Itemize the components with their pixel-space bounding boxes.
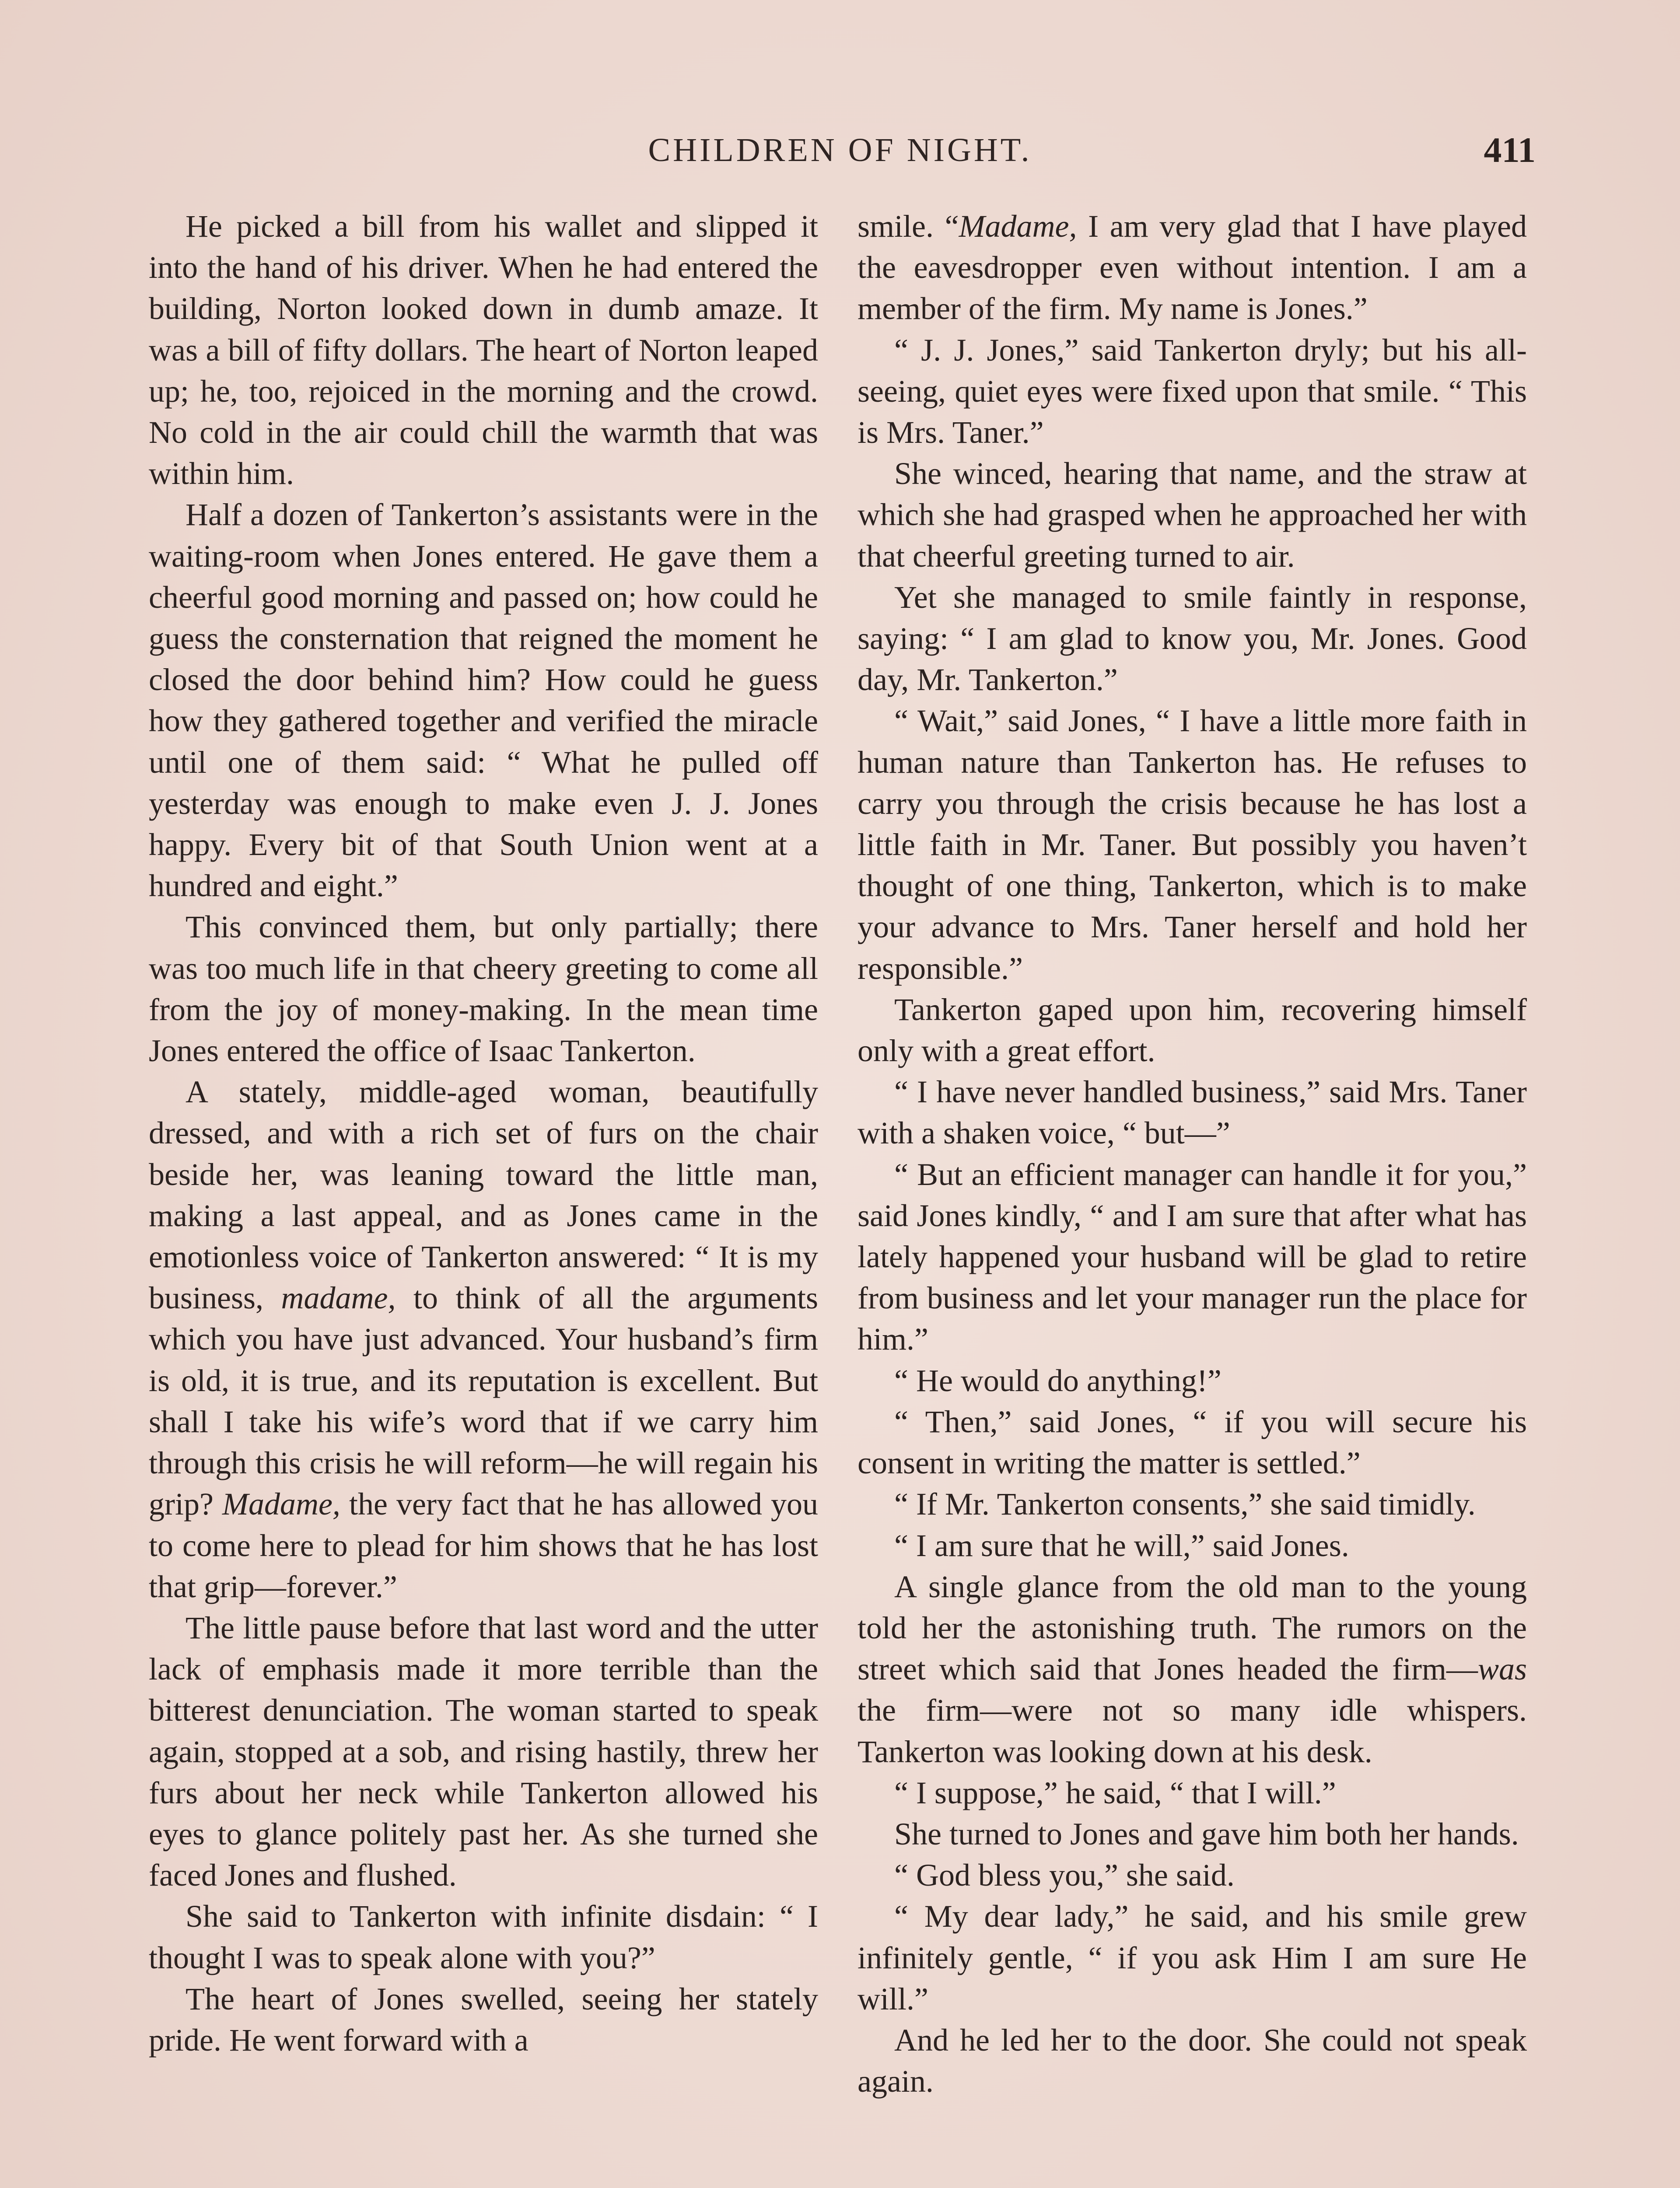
paragraph: The little pause before that last word and the utter lack of emphasis made it more terrible than the bitterest denunciation. The woman started to speak again, stopped at a sob, and rising hastily, threw her furs about her neck while Tankerton allowed his eyes to glance politely past her. As she turned she faced Jones and flushed. xyxy=(149,1610,818,1893)
text-run: I am very glad that I have played the eavesdropper even without intention. I am a member of the firm. My name is Jones.” xyxy=(858,209,1527,326)
paragraph: This convinced them, but only partially; there was too much life in that cheery greeting to come all from the joy of money-making. In the mean time Jones entered the office of Isaac Tankerton. xyxy=(149,909,818,1069)
paragraph-continued xyxy=(858,206,1527,330)
paragraph: “ God bless you,” she said. xyxy=(894,1858,1235,1893)
page-number: 411 xyxy=(1484,130,1536,170)
paragraph: She turned to Jones and gave him both her hands. xyxy=(894,1816,1519,1851)
paragraph: “ But an efficient manager can handle it for you,” said Jones kindly, “ and I am sure that after what has lately happened your husband will be glad to retire from business and let your manager run the place for him.” xyxy=(858,1157,1527,1357)
text-run: smile. “ xyxy=(858,209,959,244)
paragraph: She said to Tankerton with infinite disdain: “ I thought I was to speak alone with you?” xyxy=(149,1899,818,1975)
text-run: to think of all the arguments which you have just advanced. Your husband’s firm is old, it is true, and its reputation is excellent. But shall I take his wife’s word that if we carry him through this crisis he will reform—he will regain his grip? xyxy=(149,1280,819,1522)
paragraph: And he led her to the door. She could not speak again. xyxy=(858,2022,1527,2099)
italic-text: Madame, xyxy=(959,209,1077,244)
text-run: the very fact that he has allowed you to come here to plead for him shows that he has lost that grip—forever.” xyxy=(149,1487,819,1604)
italic-text: was xyxy=(1477,1652,1527,1687)
text-run: A stately, middle-aged woman, beautifully dressed, and with a rich set of furs on the chair beside her, was leaning toward the little man, making a last appeal, and as Jones came in the emotionless voice of Tankerton answered: “ It is my business, xyxy=(149,1074,818,1316)
paragraph: “ Wait,” said Jones, “ I have a little more faith in human nature than Tankerton has. He refuses to carry you through the crisis because he has lost a little faith in Mr. Taner. But possibly you haven’t thought of one thing, Tankerton, which is to make your advance to Mrs. Taner herself and hold her responsible.” xyxy=(858,703,1527,986)
running-header: CHILDREN OF NIGHT. xyxy=(648,132,1032,168)
left-column xyxy=(149,206,818,2061)
paragraph: “ My dear lady,” he said, and his smile grew infinitely gentle, “ if you ask Him I am sure He will.” xyxy=(858,1899,1527,2016)
paragraph: “ I am sure that he will,” said Jones. xyxy=(894,1528,1349,1563)
paragraph: He picked a bill from his wallet and slipped it into the hand of his driver. When he had entered the building, Norton looked down in dumb amaze. It was a bill of fifty dollars. The heart of Norton leaped up; he, too, rejoiced in the morning and the crowd. No cold in the air could chill the warmth that was within him. xyxy=(149,209,818,491)
paragraph: “ I have never handled business,” said Mrs. Taner with a shaken voice, “ but—” xyxy=(858,1074,1527,1151)
paragraph: Half a dozen of Tankerton’s assistants were in the waiting-room when Jones entered. He gave them a cheerful good morning and passed on; how could he guess the consternation that reigned the moment he closed the door behind him? How could he guess how they gathered together and verified the miracle until one of them said: “ What he pulled off yesterday was enough to make even J. J. Jones happy. Every bit of that South Union went at a hundred and eight.” xyxy=(149,497,818,904)
text-run: the firm—were not so many idle whispers. Tankerton was looking down at his desk. xyxy=(858,1693,1527,1769)
paragraph: “ He would do anything!” xyxy=(894,1363,1222,1398)
text-run: A single glance from the old man to the young told her the astonishing truth. The rumors on the street which said that Jones headed the firm— xyxy=(858,1569,1527,1687)
paragraph: The heart of Jones swelled, seeing her stately pride. He went forward with a xyxy=(149,1981,818,2058)
italic-text: Madame, xyxy=(222,1487,340,1522)
italic-text: madame, xyxy=(281,1280,396,1316)
paragraph xyxy=(858,1566,1527,1772)
paragraph: “ Then,” said Jones, “ if you will secure his consent in writing the matter is settled.” xyxy=(858,1404,1527,1481)
paragraph: “ J. J. Jones,” said Tankerton dryly; but his all-seeing, quiet eyes were fixed upon that smile. “ This is Mrs. Taner.” xyxy=(858,332,1527,450)
paragraph: Tankerton gaped upon him, recovering himself only with a great effort. xyxy=(858,992,1527,1069)
paragraph: “ I suppose,” he said, “ that I will.” xyxy=(894,1775,1336,1810)
paragraph: Yet she managed to smile faintly in response, saying: “ I am glad to know you, Mr. Jones. Good day, Mr. Tankerton.” xyxy=(858,579,1527,698)
paragraph: She winced, hearing that name, and the straw at which she had grasped when he approached her with that cheerful greeting turned to air. xyxy=(858,456,1527,574)
paragraph: “ If Mr. Tankerton consents,” she said timidly. xyxy=(894,1487,1476,1522)
right-column xyxy=(858,206,1527,2102)
paragraph xyxy=(149,1071,818,1607)
